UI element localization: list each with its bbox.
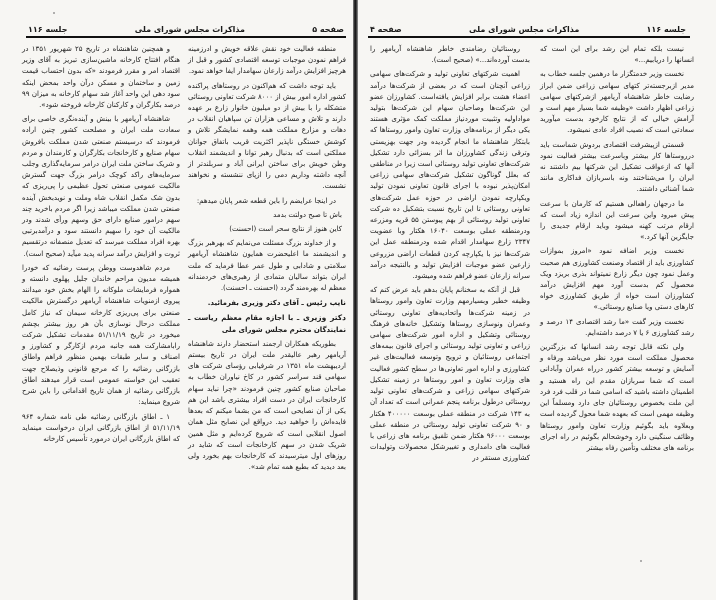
right-page-header [370,20,686,34]
paragraph: قسمتی ازپیشرفت اقتصادی بردوش شماست باید درروستاها کار بیشتر وباسرعت بیشتر فعالیت نمود آنها که ازعواقب تشکیل این شرکتها بیم داشتند نه ایران را می‌شناختند ونه باسربازان فداکاری مانند شما آشنائی داشتند. [540,140,694,194]
paragraph: نخست وزیر گفت «ما رشد اقتصادی ۱۴ درصد و رشد کشاورزی ۶ یا ۷ درصد داشته‌ایم. [540,317,694,337]
text-column-right [540,44,694,457]
left-page [0,0,356,600]
paragraph: مردم شاهدوست ووطن پرست رضائیه که خودرا همیشه مدیون مراحم خاندان جلیل پهلوی دانسته و همواره فرمایشات ملوکانه را الهام بخش خود میدانند پیروی ازمنویات شاهنشاه آریامهر درگسترش مالکیت صنعتی برای پی‌ریزی کارخانه سیمان که نیاز کامل مملکت درحال نوسازی بآن هر روز بیشتر بچشم میخورد در تاریخ ۵۱/۱۱/۱۹ مقدمات تشکیل شرکت رابامشارکت همه جانبه مردم ازکارگر و کشاورز و اصناف و سایر طبقات بهمین منظور فراهم واطاق بازرگانی رضائیه را که مرجع قانونی وذیصلاح جهت تعقیب این خواسته عمومی است قرار میدهند اطاق بازرگانی رضائیه از همان تاریخ اقداماتی را باین شرح شروع مینماید: [22,263,180,407]
publication-title: مذاکرات مجلس شورای ملی [134,25,245,34]
paragraph: شاهنشاه آریامهر با بینش و آینده‌نگری خاصی برای سعادت ملت ایران و مصلحت کشور چنین اراده فرمودند که درسیستم صنعتی شدن مملکت بافروش سهام صنایع و کارخانجات بکارگران و کارمندان و مردم و شریک ساختن ملت ایران درامر سرمایه‌گذاری وجلب سرمایه‌های راکد کوچک درامر بزرگ جهت گسترش مالکیت عمومی صنعتی تحول عظیمی را پی‌ریزی که بدون شک مکمل انقلاب شاه وملت و نویدبخش آینده صنعتی شدن مملکت میباشد زیرا اگر مردم باخرید چند سهم درامور صنایع دارای حق وسهم ورأی شدند ودر مالکیت آن خود را سهیم دانستند سود و درآمدبرتبی بهره افراد مملکت میرسد که تعدیل منصفانه درتقسیم ثروت و افزایش درآمد سرانه پدید میآید (صحیح است). [22,115,180,258]
speaker-line [188,312,346,335]
paragraph: اهمیت شرکتهای تعاونی تولید و شرکت‌های سهامی زراعی آنچنان است که در بعضی از شرکت‌ها درآمد اعضاء هشت برابر افزایش یافته‌است. کشاورزان عضو این شرکت‌ها وصاحبان سهام این شرکت‌ها بتولید مواداولیه وتثبیت موردنیاز مملکت کمک مؤثری هستند یکی دیگر از برنامه‌های وزارت تعاون وامور روستاها که بابتکار شاهنشاه ما انجام گردیده ودر جهت بهزیستی وترقی زندگی کشاورزان ما اثر بسزائی دارد تشکیل شرکت‌های تعاونی تولید روستائی است زیرا در مناطقی که بعلل گوناگون تشکیل شرکت‌های سهامی زراعی امکان‌پذیر نبوده با اجرای قانون تعاونی نمودن تولید ویکپارچه نمودن اراضی در حوزه عمل شرکت‌های تعاونی روستائی تا این تاریخ نسبت بتشکیل ده شرکت تعاونی تولید روستائی از بهم پیوستن ۵۵ قریه ومزرعه ودرمنطقه عملی بوسعت ۱۶۰۴۰ هکتار وبا عضویت ۲۳۴۷ زارع سهامدار اقدام شده ودرمنطقه عمل این شرکت‌ها نیز با یکپارچه کردن قطعات اراضی مزروعی زارعین عضو موجبات افزایش تولید و بالنتیجه درآمد سرانه زارعان عضو فراهم شده ومیشود. [370,70,530,281]
speaker-name: دکتر وزیری [302,313,347,323]
paragraph: نخست وزیر اضافه نمود «امروز بموازات کشاورزی باید از اقتصاد وصنعت کشاورزی هم صحبت وعمل نمود چون دیگر زارع نمیتواند بذری بریزد ویک محصول کم بدست آورد مهم افزایش درآمد کشاورزان است خواه از طریق کشاورزی خواه کارهای دستی ویا صنایع روستائی.» [540,247,694,312]
text-column-left [370,44,530,468]
session-number: جلسه ۱۱۶ [646,25,686,34]
paragraph: باید توجه داشت که هم‌اکنون در روستاهای پراکنده کشور اداره امور بیش از ۸۰۰۰ شرکت تعاونی روستائی متشکله را با بیش از دو میلیون خانوار زارع بر عهده دارند و تلاش و مساعی هزاران تن سپاهیان انقلاب در دهات و مزارع مملکت همه وهمه نمایشگر تلاش و کوشش خستگی ناپذیر اکثریت قریب باتفاق جوانان مملکتی است که بدنبال رهبر توانا و اندیشمند انقلاب وطن خویش برای ساختن ایرانی آباد و سربلندتر از آنچه داشته وداریم دمی را ازپای ننشسته و نخواهند نشست. [188,81,346,191]
paragraph: بطوریکه همکاران ارجمند استحضار دارند شاهنشاه آریامهر رهبر عالیقدر ملت ایران در تاریخ بیستم اردیبهشت ماه ۱۳۵۱ در شرفیابی رؤسای شرکت های سهامی قند سراسر کشور در کاخ نیاوران خطاب به صاحبان صنایع کشور چنین فرمودند «چرا نباید سهام کارخانجات ایران در دست افراد بیشتری باشد این هم یکی از آن نصایحی است که من بشما میکنم که بعدها فایده‌اش را خواهید دید. درواقع این نصایح مثل همان اصول انقلابی است که شروع کرده‌ایم و مثل همین شریک شدن در سهم کارخانجات است که شاید در روزهای اول میترسیدند که کارخانجات بهم بخورد ولی بعد دیدید که بطبع همه تمام شد». [188,339,346,472]
paragraph: ولی نکته قابل توجه رشد انسانها که بزرگترین محصول مملکت است مورد نظر می‌باشد ورفاه و آسایش و توسعه بیشتر کشور درراه عمران وآبادانی است که شما سربازان مقدم این راه هستید و اطمینان داشته باشید که اسامی شما در قلب فرد فرد این ملت بخصوص روستائیان جای دارد ومسلماً این وظیفه مهمی است که بعهده شما محول گردیده است وبعلاوه باید بگوئیم وزارت تعاون وامور روستاها وظائف سنگینی دارد وخوشحالم بگوئیم در راه اجرای برنامه های مختلف وتأمین رفاه بیشتر [540,343,694,452]
speaker-text: ـ با اجازه مقام معظم ریاست ـ نمایندگان محترم مجلس شورای ملی [188,314,346,334]
paragraph: و از خداوند بزرگ مسئلت می‌نمایم که بهرهبر بزرگ و اندیشمند ما اعلیحضرت همایون شاهنشاه آریامهر سلامتی و شادابی و طول عمر عطا فرماید که ملت ایران بتواند سالیان متمادی از رهبری‌های خردمندانه معظم له بهره‌مند گردد (احسنت ـ احسنت). [188,239,346,293]
paragraph: ما درجهان راهعالی هستیم که کارمان با سرعت پیش میرود واین سرعت این اندازه زیاد است که ارقام مرتب کهنه میشود وباید ارقام جدیدی را جایگزین آنها کرد.» [540,199,694,242]
speaker-name: نایب رئیس [306,298,346,308]
paragraph: نیست بلکه تمام این رشد برای این است که انسانها را دریابیم...» [540,45,694,65]
speaker-text: ـ آقای دکتر وزیری بفرمائید. [207,299,307,308]
speaker-line [188,297,346,309]
publication-title: مذاکرات مجلس شورای ملی [469,25,580,34]
poem-verse: باش تا صبح دولتت بدمد [273,210,342,219]
right-page [358,0,716,600]
text-column-left [22,44,180,448]
paragraph: روستائیان رضامندی خاطر شاهنشاه آریامهر را بدست آورده‌اند...» (صحیح است). [370,45,530,65]
paragraph: نخست وزیر خدمتگزار ما درهمین جلسه خطاب به مدیر ازبرجسته‌تر کتهای سهامی زراعی ضمن ابراز رضایت خاطر شاهنشاه آریامهر ازشرکتهای سهامی زراعی اظهار داشت «وظیفه شما بسیار مهم است و آرامش خیالی که از نتایج کارخود بدست میآورید سعادتی است که نصیب افراد عادی نمیشود. [540,70,694,135]
paragraph: در اینجا عرایضم را باین قطعه شعر پایان میدهم: [196,196,336,205]
paragraph: منطقه فعالیت خود نقش علاقه خویش و ادرزمینه فراهم نمودن موجبات توسعه اقتصادی کشور و قبل از هرچیز افزایش درآمد زارعان سهامدار ایفا خواهد نمود. [188,45,346,76]
paragraph: ۱ ـ اطاق بازرگانی رضائیه طی نامه شماره ۹۶۴ ۵۱/۱۱/۱۹ از اطاق بازرگانی ایران درخواست مینماید که اطاق بازرگانی ایران درمورد تأسیس کارخانه [22,412,180,443]
page-number: صفحه ۵ [312,25,344,34]
paragraph: و همچنین شاهنشاه در تاریخ ۲۵ شهریور ۱۳۵۱ در هنگام افتتاح کارخانه ماشین‌سازی تبریز به آقای وزیر اقتصاد امر و مقرر فرمودند «که بدون احتساب قیمت زمین و ساختمان و مسکن درآن واحد بمحض اینکه سود دهی این واحد آغاز شد سهام کارخانه به میزان ۹۹ درصد بکارگران و کارکنان کارخانه فروخته شود». [22,45,180,110]
header-rule [26,36,346,38]
print-speck [640,560,642,562]
poem-verse: کاین هنوز از نتایج سحر است (احسنت) [229,225,342,234]
text-column-right [188,44,346,476]
session-number: جلسه ۱۱۶ [28,25,68,34]
page-number: صفحه ۴ [370,25,402,34]
header-rule [368,36,690,38]
print-speck [53,12,55,14]
left-page-header [28,20,344,34]
paragraph: قبل از آنکه به سخنانم پایان بدهم باید عرض کنم که وظیفه خطیر وبسیارمهم وزارت تعاون وامور روستاها در زمینه شرکت‌ها واتحادیه‌های تعاونی روستائی وعمران ونوسازی روستاها وتشکیل خانه‌های فرهنگ روستائی وتشکیل و اداره امور شرکت‌های سهامی زراعی و تعاونی تولید روستائی و اجرای قانون بیمه‌های اجتماعی روستائیان و ترویج وتوسعه فعالیت‌های غیر کشاورزی و اداره امور تعاونی‌ها در سطح کشور فعالیت های وزارت تعاون و امور روستاها در زمینه تشکیل شرکتهای سهامی زراعی و شرکت‌های تعاونی تولید روستائی درطول برنامه پنجم عمرانی است که تعداد آن به ۱۴۳ شرکت در منطقه عملی بوسعت ۴۰۰۰۰۰ هکتار و ۹۰ شرکت تعاونی تولید روستائی در منطقه عملی بوسعت ۹۶۰۰۰ هکتار ضمن تلفیق برنامه های زراعی با فعالیت های دامداری و تغییرشکل محصولات وتولیدات کشاورزی مستقر در [370,286,530,463]
